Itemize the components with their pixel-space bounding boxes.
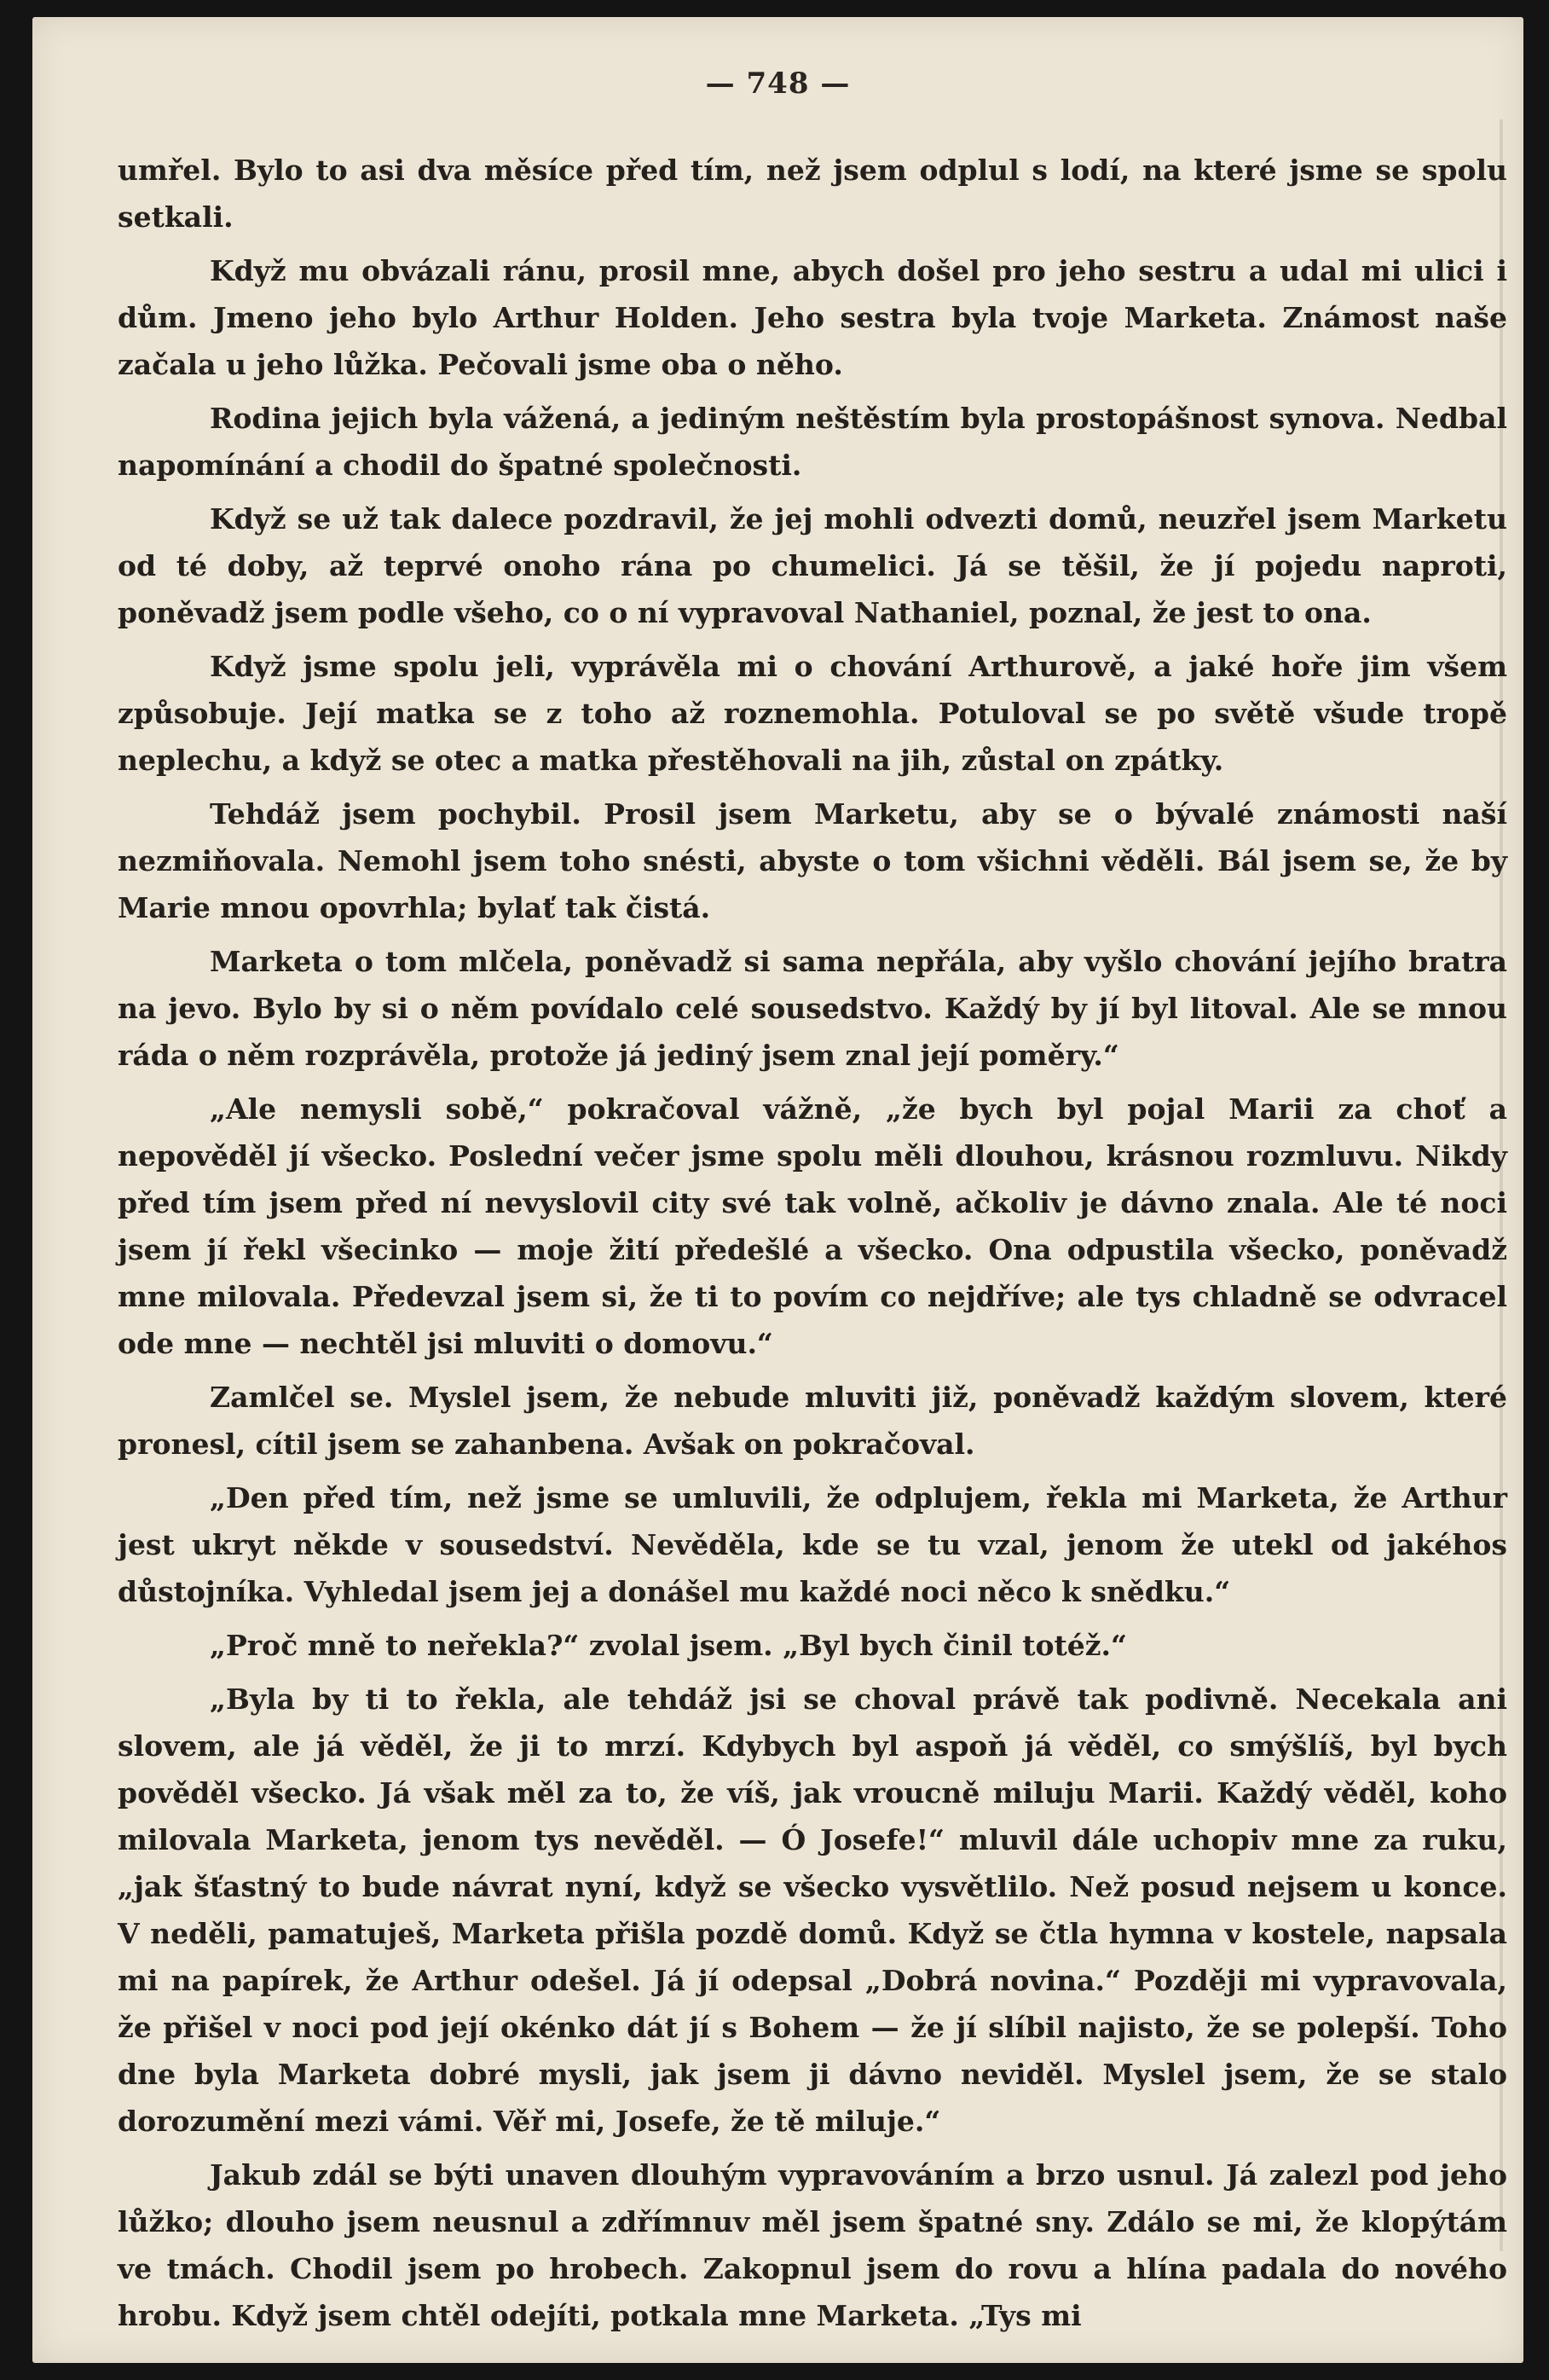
paragraph: Když mu obvázali ránu, prosil mne, abych došel pro jeho sestru a udal mi ulici i dům. Jmeno jeho bylo Arthur Holden. Jeho sestra byla tvoje Marketa. Známost naše začala u jeho lůžka. Pečovali jsme oba o něho. [118,254,1507,381]
page-number: — 748 — [705,67,851,101]
paragraph: Jakub zdál se býti unaven dlouhým vypravováním a brzo usnul. Já zalezl pod jeho lůžko; dlouho jsem neusnul a zdřímnuv měl jsem špatné sny. Zdálo se mi, že klopýtám ve tmách. Chodil jsem po hrobech. Zakopnul jsem do rovu a hlína padala do nového hrobu. Když jsem chtěl odejíti, potkala mne Marketa. „Tys mi [118,2158,1507,2332]
paragraph: „Den před tím, než jsme se umluvili, že odplujem, řekla mi Marketa, že Arthur jest ukryt někde v sousedství. Nevěděla, kde se tu vzal, jenom že utekl od jakéhos důstojníka. Vyhledal jsem jej a donášel mu každé noci něco k snědku.“ [118,1481,1507,1608]
paragraph: Když se už tak dalece pozdravil, že jej mohli odvezti domů, neuzřel jsem Marketu od té doby, až teprvé onoho rána po chumelici. Já se těšil, že jí pojedu naproti, poněvadž jsem podle všeho, co o ní vypravoval Nathaniel, poznal, že jest to ona. [118,502,1507,629]
paragraph: „Byla by ti to řekla, ale tehdáž jsi se choval právě tak podivně. Necekala ani slovem, ale já věděl, že ji to mrzí. Kdybych byl aspoň já věděl, co smýšlíš, byl bych pověděl všecko. Já však měl za to, že víš, jak vroucně miluju Marii. Každý věděl, koho milovala Marketa, jenom tys nevěděl. — Ó Josefe!“ mluvil dále uchopiv mne za ruku, „jak šťastný to bude návrat nyní, když se všecko vysvětlilo. Než posud nejsem u konce. V neděli, pamatuješ, Marketa přišla pozdě domů. Když se čtla hymna v kostele, napsala mi na papírek, že Arthur odešel. Já jí odepsal „Dobrá novina.“ Později mi vypravovala, že přišel v noci pod její okénko dát jí s Bohem — že jí slíbil najisto, že se polepší. Toho dne byla Marketa dobré mysli, jak jsem ji dávno neviděl. Myslel jsem, že se stalo dorozumění mezi vámi. Věř mi, Josefe, že tě miluje.“ [118,1682,1507,2138]
paragraph: „Ale nemysli sobě,“ pokračoval vážně, „že bych byl pojal Marii za choť a nepověděl jí všecko. Poslední večer jsme spolu měli dlouhou, krásnou rozmluvu. Nikdy před tím jsem před ní nevyslovil city své tak volně, ačkoliv je dávno znala. Ale té noci jsem jí řekl všecinko — moje žití předešlé a všecko. Ona odpustila všecko, poněvadž mne milovala. Předevzal jsem si, že ti to povím co nejdříve; ale tys chladně se odvracel ode mne — nechtěl jsi mluviti o domovu.“ [118,1092,1507,1360]
paragraph: Když jsme spolu jeli, vyprávěla mi o chování Arthurově, a jaké hoře jim všem způsobuje. Její matka se z toho až roznemohla. Potuloval se po světě všude tropě neplechu, a když se otec a matka přestěhovali na jih, zůstal on zpátky. [118,650,1507,777]
paragraph: „Proč mně to neřekla?“ zvolal jsem. „Byl bych činil totéž.“ [210,1629,1127,1662]
body-text [118,147,1507,2346]
book-page [32,17,1523,2363]
paragraph: Rodina jejich byla vážená, a jediným neštěstím byla prostopášnost synova. Nedbal napomínání a chodil do špatné společnosti. [118,402,1507,482]
paragraph: Zamlčel se. Myslel jsem, že nebude mluviti již, poněvadž každým slovem, které pronesl, cítil jsem se zahanbena. Avšak on pokračoval. [118,1381,1507,1461]
paragraph: umřel. Bylo to asi dva měsíce před tím, než jsem odplul s lodí, na které jsme se spolu setkali. [118,153,1507,234]
paragraph: Marketa o tom mlčela, poněvadž si sama nepřála, aby vyšlo chování jejího bratra na jevo. Bylo by si o něm povídalo celé sousedstvo. Každý by jí byl litoval. Ale se mnou ráda o něm rozprávěla, protože já jediný jsem znal její poměry.“ [118,945,1507,1072]
paragraph: Tehdáž jsem pochybil. Prosil jsem Marketu, aby se o bývalé známosti naší nezmiňovala. Nemohl jsem toho snésti, abyste o tom všichni věděli. Bál jsem se, že by Marie mnou opovrhla; bylať tak čistá. [118,797,1507,924]
